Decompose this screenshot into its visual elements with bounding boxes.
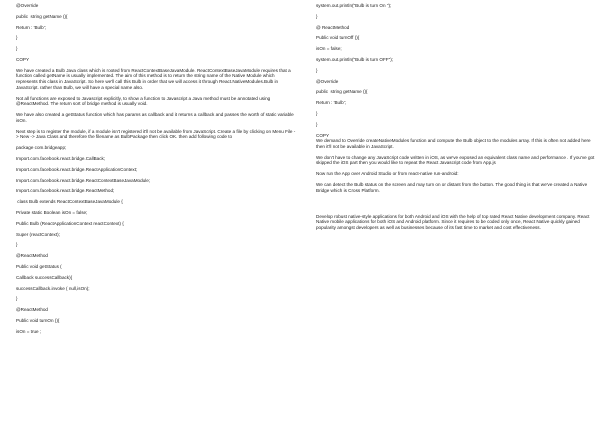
text-paragraph: Import.com.facebook.react.bridge.CallBack; — [16, 155, 106, 161]
text-paragraph: Return : 'Bulb'; — [316, 100, 346, 106]
text-paragraph: Return : 'Bulb'; — [16, 24, 46, 30]
text-paragraph: We have also created a getStatus function which has params as callback and it returns a callback and passes the worth of static variable isOn. — [16, 112, 296, 123]
text-paragraph: @ReactMethod — [16, 253, 48, 259]
text-paragraph: system.out.println("Bulb is turn OFF"); — [316, 56, 394, 62]
text-paragraph: public string getName (){ — [316, 89, 368, 95]
text-paragraph: Not all functions are exposed to Javascript explicitly, to show a function to Javascript a Java method must be annotated using @ReactMethod. The return sort of bridge method is usually void. — [16, 95, 272, 107]
text-paragraph: isOn = false; — [316, 46, 342, 52]
text-paragraph: } — [316, 13, 318, 19]
text-paragraph: We don't have to change any JavaScript code written in iOS, as we've exposed an equivalent class name and performance . If you've got skipped the iOS part then you would like to repeat the React Javascript code from App.js — [316, 154, 596, 166]
text-paragraph: We have created a Bulb Java class which is rooted from ReactContextBaseJavaModule. ReactContextBaseJavaModule requires that a function called getName is usually implemented. The aim of this method is to return the string name of the Native Module which represents this class in JavaScript. So here we'll call this Bulb in order that we will access it through React.NativeModules.Bulb in JavaScript. rather than Bulb, we will have a special name also. — [16, 67, 292, 90]
text-paragraph — [316, 199, 596, 209]
text-paragraph: COPY — [16, 56, 30, 62]
text-paragraph: @Override — [316, 78, 339, 84]
text-paragraph: @Override — [16, 3, 39, 8]
text-paragraph: } — [16, 296, 18, 302]
text-paragraph: } — [316, 67, 318, 73]
text-paragraph: @ ReactMethod — [316, 24, 350, 30]
text-paragraph: system.out.println("Bulb is turn On "); — [316, 3, 392, 8]
text-paragraph: isOn = true ; — [16, 328, 42, 334]
text-paragraph: } — [16, 242, 18, 248]
text-paragraph: Import.com.facebook.react.bridge.ReactMethod; — [16, 188, 115, 194]
text-paragraph: } — [16, 46, 18, 52]
right-column — [316, 3, 596, 236]
text-paragraph: successCallback.invoke ( null,isOn); — [16, 285, 90, 291]
text-paragraph: Public Bulb (ReactApplicationContext reactContext) { — [16, 220, 124, 226]
text-paragraph: Private static Boolean isOn = false; — [16, 209, 88, 215]
text-paragraph: Public void turnOn (){ — [16, 317, 60, 323]
text-paragraph: Import.com.facebook.react.bridge.ReactApplicationContext; — [16, 166, 138, 172]
text-paragraph: class Bulb extends ReactContextBaseJavaModule { — [16, 199, 123, 205]
left-column — [16, 3, 296, 340]
text-paragraph: } — [316, 110, 318, 116]
text-paragraph: Super (reactContext); — [16, 231, 60, 237]
text-paragraph: public string getName (){ — [16, 13, 68, 19]
text-paragraph: } — [316, 121, 318, 127]
text-paragraph: We can detect the Bulb status on the screen and may turn on or distant from the button. The good thing is that we've created a Native Bridge which is Cross Platform. — [316, 182, 589, 193]
text-paragraph: } — [16, 35, 18, 41]
text-paragraph: Public void getStatus ( — [16, 263, 62, 269]
text-paragraph: Next step is to register the module, if a module isn't registered it'll not be available from JavaScript. Create a file by clicking on Menu File -> New -> Java Class and therefore the filename as BulbPackage then click OK. then add following code to — [16, 128, 296, 140]
text-paragraph: Develop robust native-style applications for both Android and iOS with the help of top rated React Native development company. React Native mobile applications for both iOS and Android platform. Since it requires to be coded only once, React Native quickly gained popularity amongst developers as well as businesses because of its fast time to market and cost effectiveness. — [316, 213, 591, 231]
text-paragraph: @ReactMethod — [16, 307, 48, 313]
text-paragraph: Now run the App over Android Studio or from react-native run-android: — [316, 171, 459, 177]
text-paragraph: package com.bridgeapp; — [16, 145, 67, 151]
text-paragraph: Callback successCallback){ — [16, 274, 73, 280]
text-paragraph: COPY We demand to Override createNativeModules function and compute the Bulb object to the modules array. If this is often not added here then it'll not be available in JavaScript. — [316, 132, 591, 149]
text-paragraph: Import.com.facebook.react.bridge.ReactContextBaseJavaModule; — [16, 177, 151, 183]
text-paragraph: Public void turnOff (){ — [316, 35, 360, 41]
